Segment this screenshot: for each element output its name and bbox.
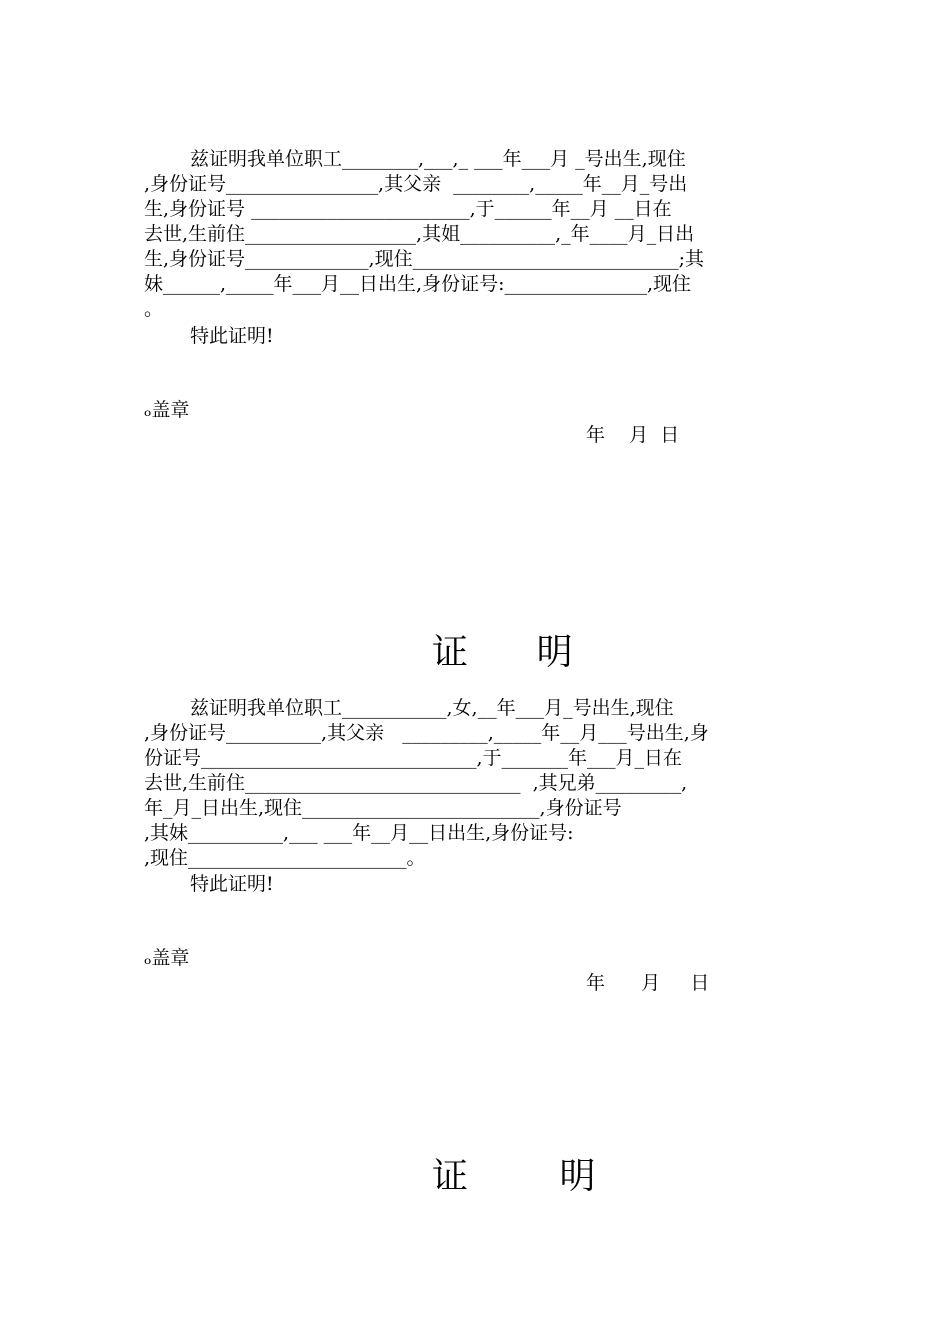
s1-line-1: 兹证明我单位职工________,___,_ ___年___月 _号出生,现住 [190,148,686,170]
s3-title: 证 明 [432,1156,596,1197]
s2-line-5: 年_月_日出生,现住_________________________,身份证号 [144,797,622,819]
s2-seal: ₒ盖章 [144,947,190,969]
s1-line-2: ,身份证号________________,其父亲 ________,_____年__月_号出 [144,173,688,195]
s1-line-5: 生,身份证号_____________,现住____________________________;其 [144,248,704,270]
s2-closing: 特此证明! [190,873,274,895]
s1-line-6: 妹______,_____年___月__日出生,身份证号:_______________,现住 [144,273,692,295]
s2-title: 证 明 [432,632,573,673]
s2-line-6: ,其妹__________,___ ___年__月__日出生,身份证号: [144,822,574,844]
s1-closing: 特此证明! [190,325,274,347]
s1-line-7: 。 [144,298,164,320]
s2-line-2: ,身份证号__________,其父亲 _________,_____年__月___号出生,身 [144,722,709,744]
s2-line-3: 份证号_____________________________,于_______年___月_日在 [144,747,683,769]
s2-line-1: 兹证明我单位职工___________,女,__年___月_号出生,现住 [190,697,674,719]
s2-line-4: 去世,生前住_____________________________ ,其兄弟_________, [144,772,688,794]
s2-date: 年 月 日 [586,972,710,994]
s1-line-4: 去世,生前住__________________,其姐__________,_年____月_日出 [144,223,695,245]
s1-line-3: 生,身份证号 _______________________,于______年__月 __日在 [144,198,672,220]
s1-date: 年 月 日 [586,424,680,446]
s1-seal: ₒ盖章 [144,399,190,421]
s2-line-7: ,现住_______________________。 [144,847,426,869]
